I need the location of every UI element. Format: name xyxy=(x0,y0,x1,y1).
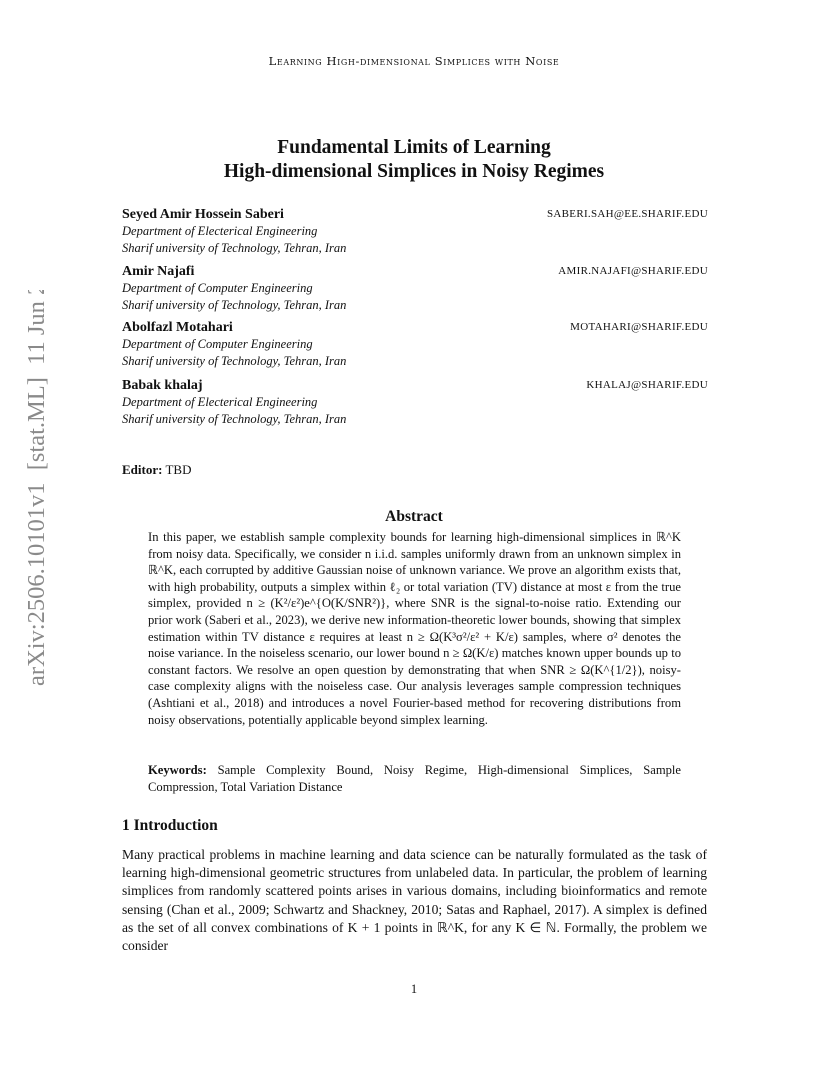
paper-title xyxy=(100,136,728,184)
author-name: Abolfazl Motahari xyxy=(122,320,233,335)
author-institution: Sharif university of Technology, Tehran, Iran xyxy=(122,412,347,426)
author-email: AMIR.NAJAFI@SHARIF.EDU xyxy=(558,265,708,277)
author-institution: Sharif university of Technology, Tehran, Iran xyxy=(122,354,347,368)
author-institution: Sharif university of Technology, Tehran, Iran xyxy=(122,298,347,312)
author-institution: Sharif university of Technology, Tehran, Iran xyxy=(122,241,347,255)
running-head: Learning High-dimensional Simplices with Noise xyxy=(268,54,560,68)
author-email: KHALAJ@SHARIF.EDU xyxy=(586,379,708,391)
title-line-1: Fundamental Limits of Learning xyxy=(277,137,551,158)
author-department: Department of Computer Engineering xyxy=(122,337,313,351)
arxiv-stamp-text: arXiv:2506.10101v1 [stat.ML] 11 Jun 2025 xyxy=(23,290,50,686)
title-line-2: High-dimensional Simplices in Noisy Regimes xyxy=(223,161,605,182)
author-department: Department of Electerical Engineering xyxy=(122,224,318,238)
editor-value: TBD xyxy=(165,462,192,477)
author-block xyxy=(122,319,708,370)
author-block xyxy=(122,263,708,314)
author-block xyxy=(122,377,708,428)
editor-label: Editor: xyxy=(122,462,163,477)
editor-line xyxy=(122,462,191,478)
keywords-label: Keywords: xyxy=(148,763,207,777)
arxiv-stamp xyxy=(12,290,56,688)
abstract-text: In this paper, we establish sample complexity bounds for learning high-dimensional simplices in ℝ^K from noisy data. Specifically, we consider n i.i.d. samples uniformly drawn from an unknown simplex in ℝ^K, each corrupted by additive Gaussian noise of unknown variance. We prove an algorithm exists that, with high probability, outputs a simplex within ℓ₂ or total variation (TV) distance at most ε from the true simplex, provided n ≥ (K²/ε²)e^{O(K/SNR²)}, where SNR is the signal-to-noise ratio. Extending our prior work (Saberi et al., 2023), we derive new information-theoretic lower bounds, showing that simplex estimation within TV distance ε requires at least n ≥ Ω(K³σ²/ε² + K/ε) samples, where σ² denotes the noise variance. In the noiseless scenario, our lower bound n ≥ Ω(K/ε) matches known upper bounds up to constant factors. We resolve an open question by demonstrating that when SNR ≥ Ω(K^{1/2}), noisy-case complexity aligns with the noiseless case. Our analysis leverages sample compression techniques (Ashtiani et al., 2018) and introduces a novel Fourier-based method for recovering distributions from noisy observations, potentially applicable beyond simplex learning. xyxy=(148,530,681,727)
author-email: SABERI.SAH@EE.SHARIF.EDU xyxy=(547,208,708,220)
author-department: Department of Computer Engineering xyxy=(122,281,313,295)
keywords xyxy=(148,762,681,795)
author-email: MOTAHARI@SHARIF.EDU xyxy=(570,321,708,333)
page-number: 1 xyxy=(410,982,418,996)
author-name: Amir Najafi xyxy=(122,264,195,279)
section-text: Many practical problems in machine learning and data science can be naturally formulated as the task of learning high-dimensional geometric structures from unlabeled data. In particular, the problem of learning simplices from randomly scattered points arises in various domains, including bioinformatics and remote sensing (Chan et al., 2009; Schwartz and Shackney, 2010; Satas and Raphael, 2017). A simplex is defined as the set of all convex combinations of K + 1 points in ℝ^K, for any K ∈ ℕ. Formally, the problem we consider xyxy=(122,847,707,954)
author-block xyxy=(122,206,708,257)
keywords-text: Sample Complexity Bound, Noisy Regime, High-dimensional Simplices, Sample Compression, Total Variation Distance xyxy=(148,763,682,794)
section-heading: 1 Introduction xyxy=(122,817,218,834)
author-name: Babak khalaj xyxy=(122,378,203,393)
abstract-heading: Abstract xyxy=(385,508,443,525)
author-name: Seyed Amir Hossein Saberi xyxy=(122,207,284,222)
author-department: Department of Electerical Engineering xyxy=(122,395,318,409)
